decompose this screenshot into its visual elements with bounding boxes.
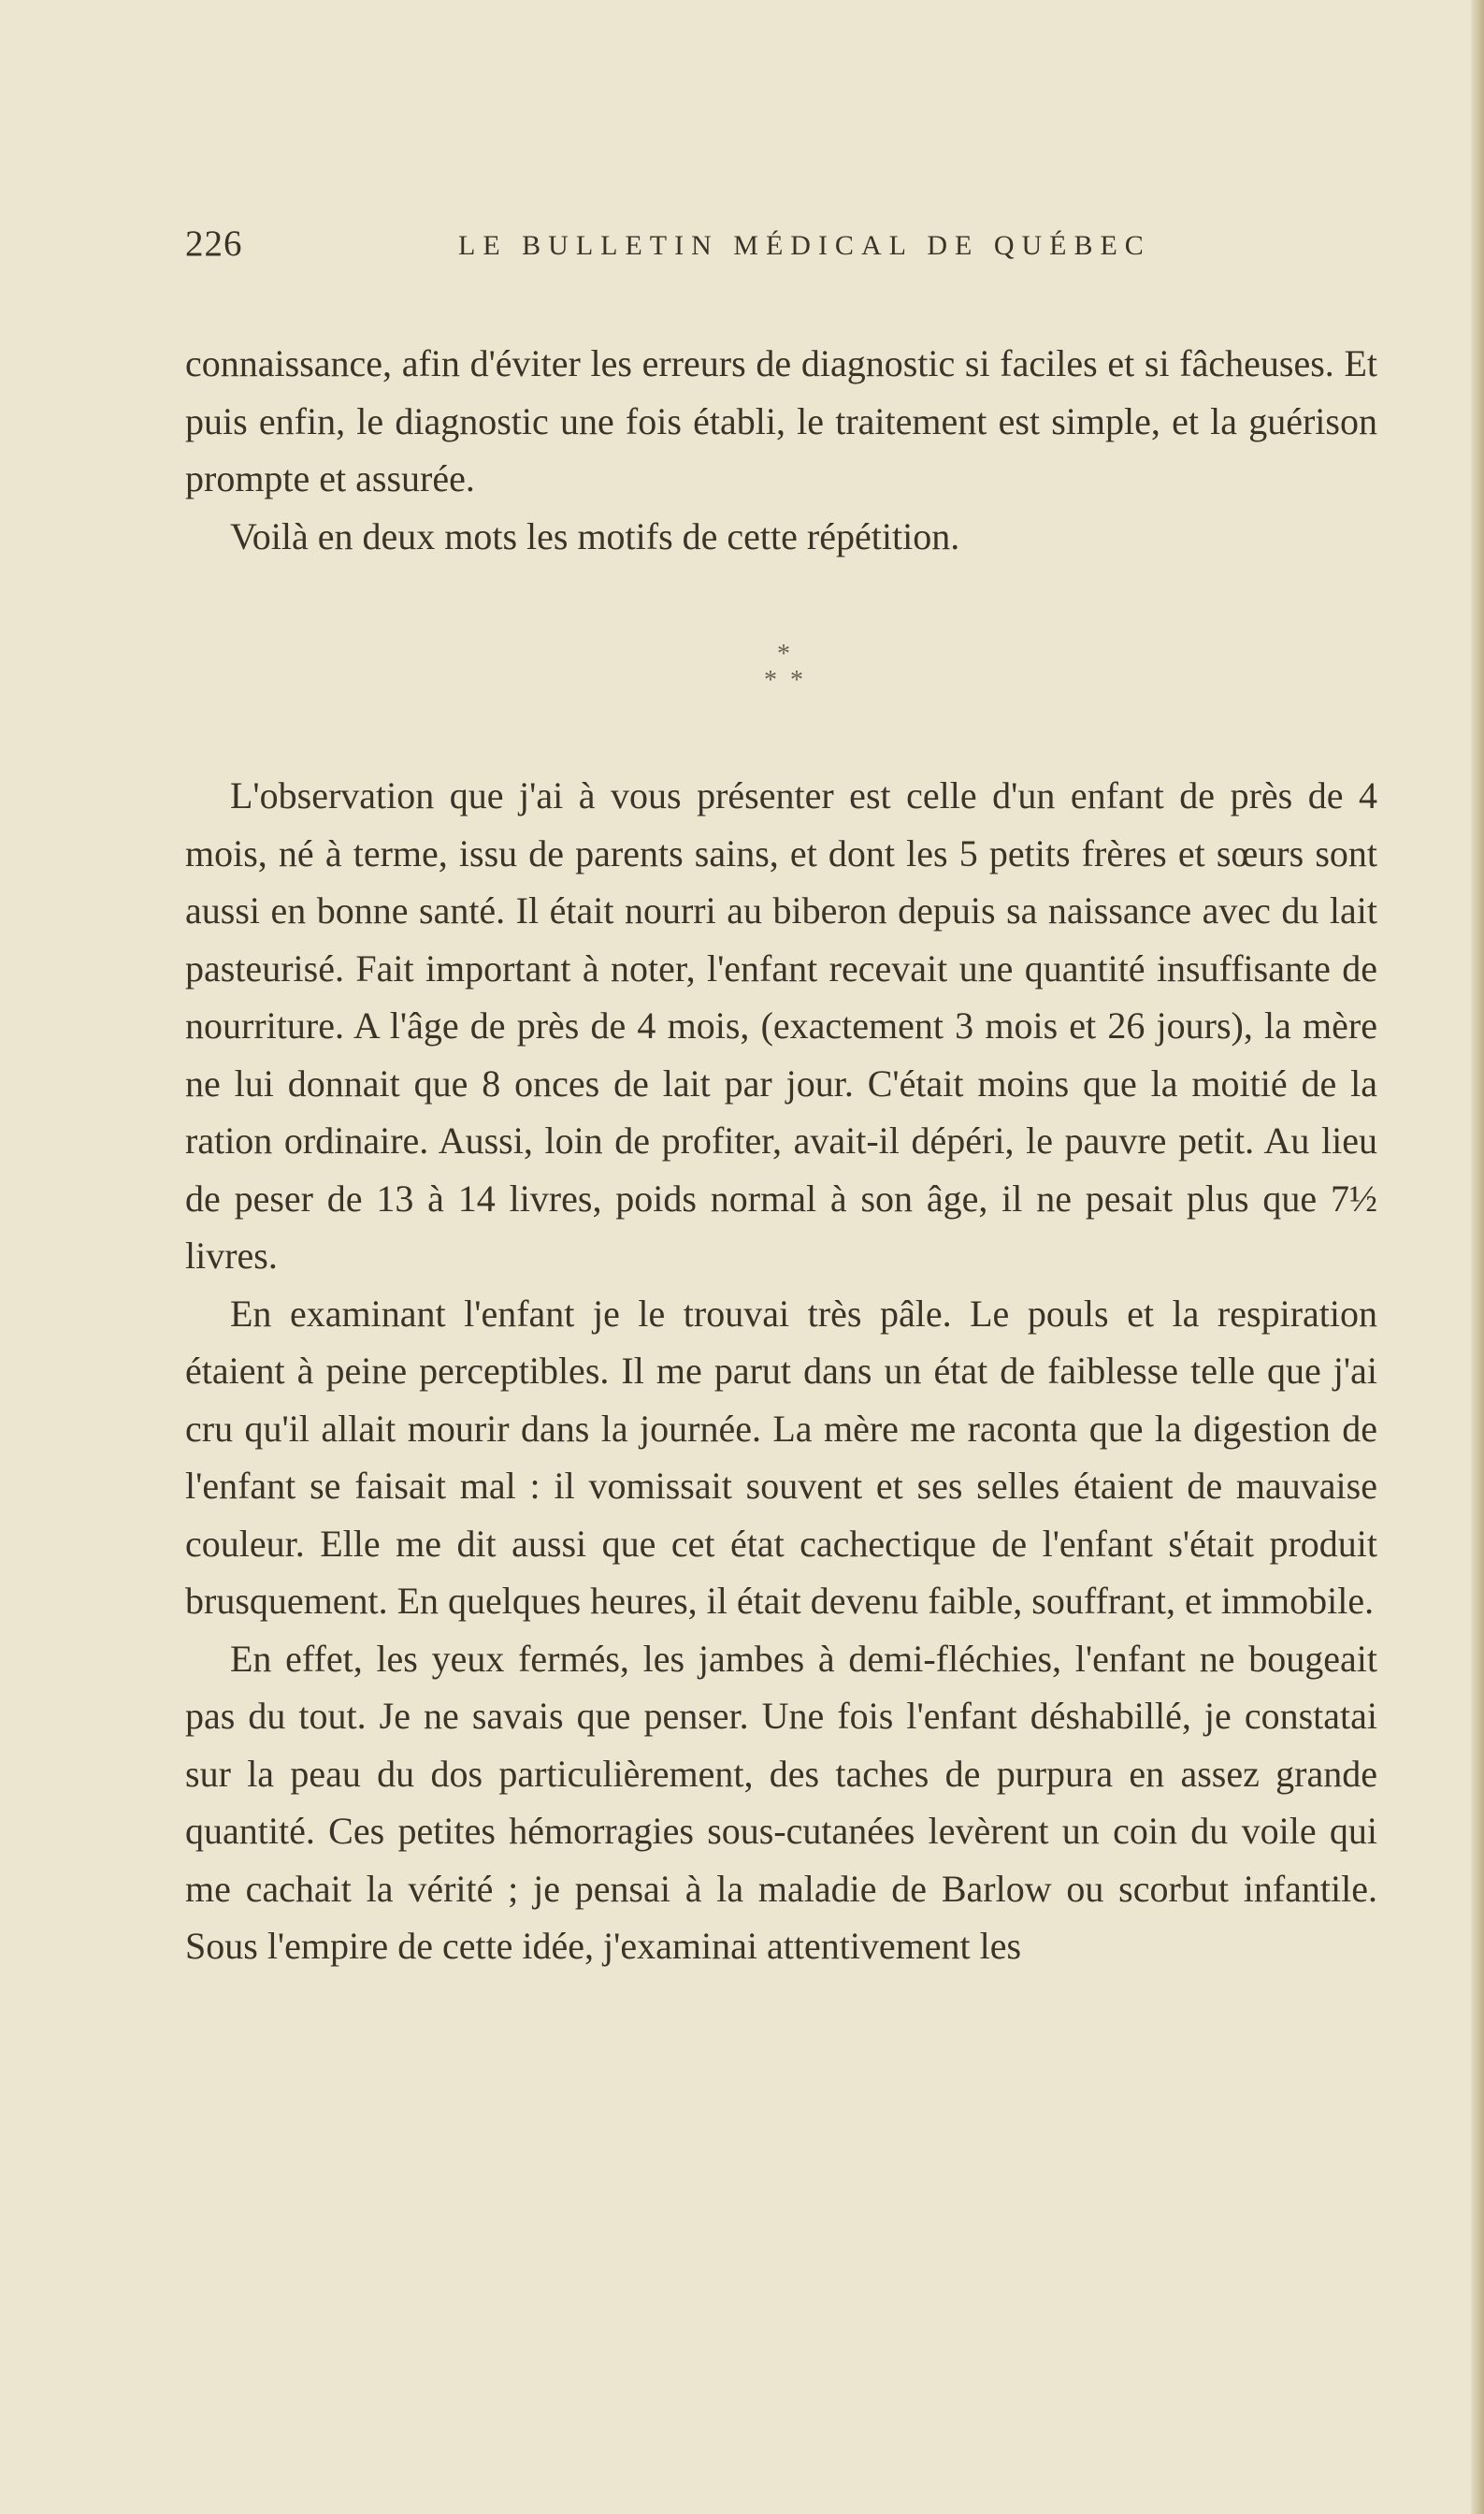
paragraph: En effet, les yeux fermés, les jambes à demi-fléchies, l'enfant ne bougeait pas du tout. Je ne savais que penser. Une fois l'enfant déshabillé, je constatai sur la peau du dos particulièrement, des taches de purpura en assez grande quantité. Ces petites hémorragies sous-cutanées levèrent un coin du voile qui me cachait la vérité ; je pensai à la maladie de Barlow ou scorbut infantile. Sous l'empire de cette idée, j'examinai attentivement les [185, 1637, 1377, 1967]
asterism-bottom: ** [764, 666, 816, 695]
text-block-intro [185, 335, 1377, 565]
journal-title: LE BULLETIN MÉDICAL DE QUÉBEC [458, 230, 1151, 261]
paragraph-continued: connaissance, afin d'éviter les erreurs de diagnostic si faciles et si fâcheuses. Et puis enfin, le diagnostic une fois établi, le traitement est simple, et la guérison prompte et assurée. [185, 342, 1377, 499]
asterism-top: * [777, 640, 790, 669]
page-edge [1471, 0, 1484, 2514]
paragraph: En examinant l'enfant je le trouvai très pâle. Le pouls et la respiration étaient à peine perceptibles. Il me parut dans un état de faiblesse telle que j'ai cru qu'il allait mourir dans la journée. La mère me raconta que la digestion de l'enfant se faisait mal : il vomissait souvent et ses selles étaient de mauvaise couleur. Elle me dit aussi que cet état cachectique de l'enfant s'était produit brusquement. En quelques heures, il était devenu faible, souffrant, et immobile. [185, 1292, 1377, 1622]
text-block-observation [185, 767, 1377, 1975]
asterism-separator [746, 642, 821, 694]
paragraph: Voilà en deux mots les motifs de cette répétition. [230, 514, 960, 557]
paragraph: L'observation que j'ai à vous présenter est celle d'un enfant de près de 4 mois, né à terme, issu de parents sains, et dont les 5 petits frères et sœurs sont aussi en bonne santé. Il était nourri au biberon depuis sa naissance avec du lait pasteurisé. Fait important à noter, l'enfant recevait une quantité insuffisante de nourriture. A l'âge de près de 4 mois, (exactement 3 mois et 26 jours), la mère ne lui donnait que 8 onces de lait par jour. C'était moins que la moitié de la ration ordinaire. Aussi, loin de profiter, avait-il dépéri, le pauvre petit. Au lieu de peser de 13 à 14 livres, poids normal à son âge, il ne pesait plus que 7½ livres. [185, 774, 1377, 1277]
running-head [185, 223, 1377, 269]
page-number: 226 [185, 224, 243, 264]
